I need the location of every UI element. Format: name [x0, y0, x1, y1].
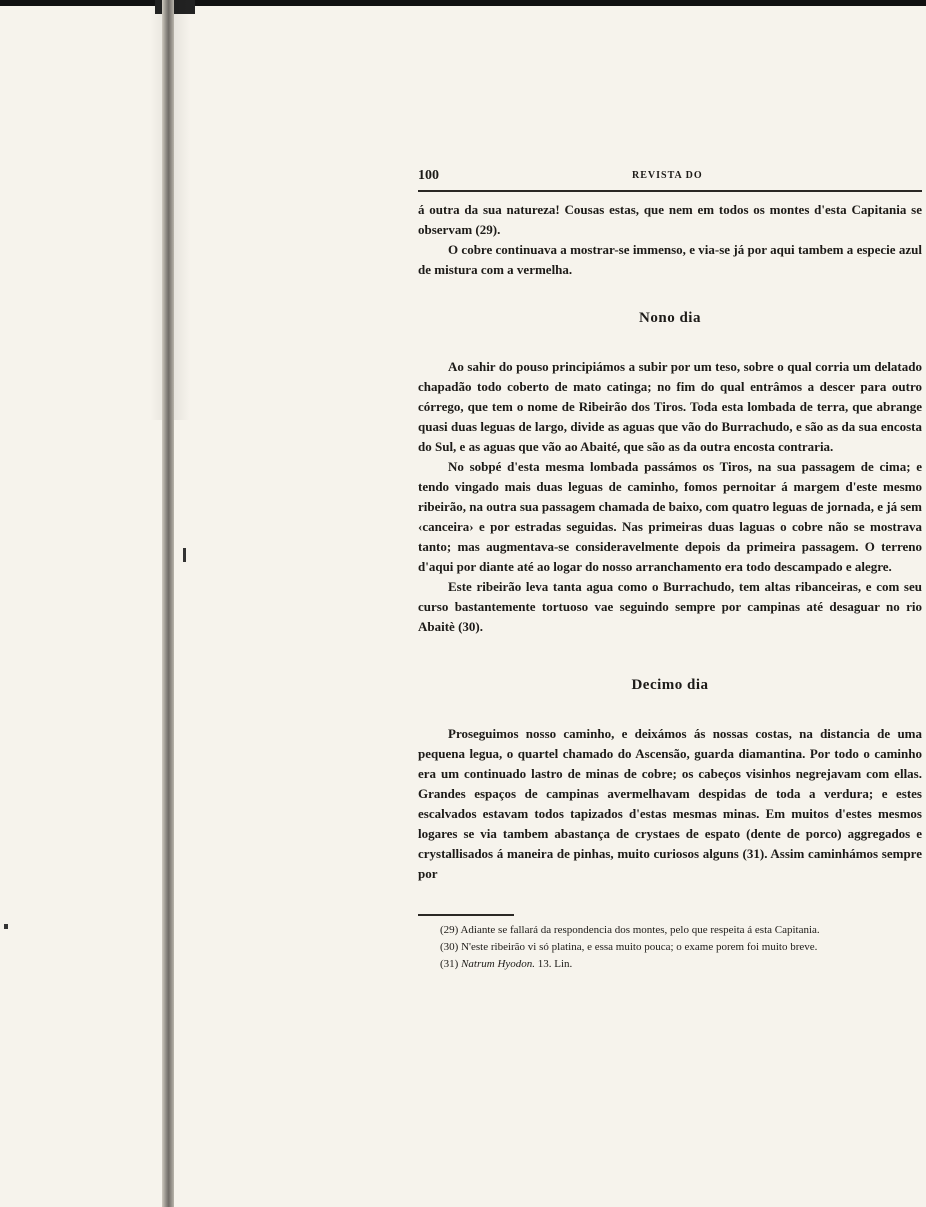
header-rule	[418, 190, 922, 192]
page-number: 100	[418, 168, 439, 183]
paragraph: Ao sahir do pouso principiámos a subir por um teso, sobre o qual corria um delatado chapadão todo coberto de mato catinga; no fim do qual entrâmos a descer para outro córrego, que tem o nome de Ribeirão dos Tiros. Toda esta lombada de terra, que abrange quasi duas leguas de largo, divide as aguas que vão do Burrachudo, e são as da sua encosta do Sul, e as aguas que vão ao Abaité, que são as da outra encosta contraria.	[418, 359, 922, 454]
running-title: REVISTA DO	[632, 170, 703, 181]
paragraph: No sobpé d'esta mesma lombada passámos os Tiros, na sua passagem de cima; e tendo vingado mais duas leguas de caminho, fomos pernoitar á margem d'este mesmo ribeirão, na outra sua passagem chamada de baixo, com quatro leguas de jornada, e já sem ‹canceira› e por estradas seguidas. Nas primeiras duas laguas o cobre não se mostrava tanto; mas augmentava-se consideravelmente depois da primeira passagem. O terreno d'aqui por diante até ao logar do nosso arranchamento era todo descampado e alegre.	[418, 459, 922, 574]
section-heading-decimo-dia: Decimo dia	[631, 677, 709, 693]
footnote-29: (29) Adiante se fallará da respondencia dos montes, pelo que respeita á esta Capitania.	[440, 924, 820, 936]
section-heading-nono-dia: Nono dia	[639, 310, 701, 326]
footnotes	[418, 922, 922, 973]
footnote-31-rest: 13. Lin.	[537, 958, 573, 970]
paragraph: Proseguimos nosso caminho, e deixámos ás nossas costas, na distancia de uma pequena legua, o quartel chamado do Ascensão, guarda diamantina. Por todo o caminho era um continuado lastro de minas de cobre; os cabeços visinhos negrejavam com ellas. Grandes espaços de campinas avermelhavam despidas de toda a verdura; e estes escalvados estavam todos tapizados d'estas mesmas minas. Em muitos d'estes mesmos logares se via tambem abastança de crystaes de espato (dente de porco) aggregados e crystallisados á maneira de pinhas, muito curiosos alguns (31). Assim caminhámos sempre por	[418, 726, 922, 881]
book-binding-edge	[162, 0, 174, 1207]
footnote-31	[418, 956, 922, 973]
paragraph-continuation: á outra da sua natureza! Cousas estas, que nem em todos os montes d'esta Capitania se observam (29).	[418, 202, 922, 237]
book-page	[418, 168, 922, 973]
paragraph: O cobre continuava a mostrar-se immenso, e via-se já por aqui tambem a especie azul de mistura com a vermelha.	[418, 242, 922, 277]
footnote-rule	[418, 914, 514, 916]
main-text	[418, 200, 922, 884]
scan-speck	[183, 548, 186, 562]
running-header	[418, 168, 922, 188]
footnote-31-reference: Natrum Hyodon.	[461, 958, 536, 970]
scan-top-edge	[0, 0, 926, 6]
footnote-30: (30) N'este ribeirão vi só platina, e essa muito pouca; o exame porem foi muito breve.	[440, 941, 818, 953]
footnote-31-number: (31)	[440, 958, 459, 970]
paragraph: Este ribeirão leva tanta agua como o Burrachudo, tem altas ribanceiras, e com seu curso bastantemente tortuoso vae seguindo sempre por campinas até desaguar no rio Abaitè (30).	[418, 579, 922, 634]
scan-speck	[4, 924, 8, 929]
